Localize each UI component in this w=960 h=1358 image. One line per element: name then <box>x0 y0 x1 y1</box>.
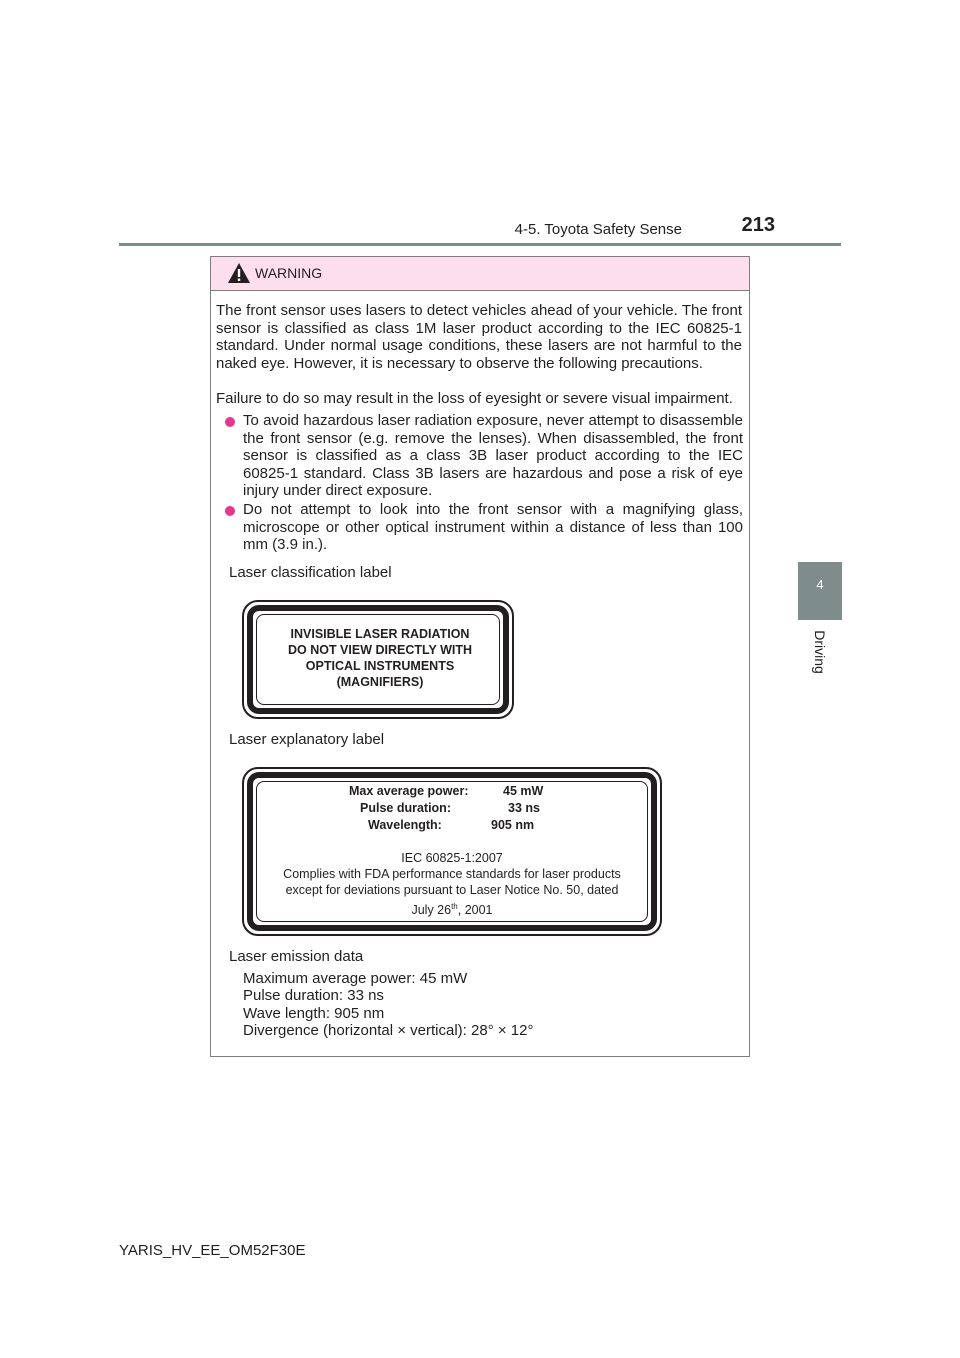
header-section-title: 4-5. Toyota Safety Sense <box>514 221 682 238</box>
label-date <box>256 898 648 919</box>
label-line: DO NOT VIEW DIRECTLY WITH <box>287 643 473 657</box>
warning-bullet-disassemble: To avoid hazardous laser radiation exposure, never attempt to disassemble the front sensor (e.g. remove the lenses). When disassembled, the front sensor is classified as a class 3B laser product according to the IEC 60825-1 standard. Class 3B lasers are hazardous and pose a risk of eye injury under direct exposure. <box>243 412 743 500</box>
emission-data-row: Maximum average power: 45 mW <box>243 970 468 987</box>
spec-name: Wavelength: <box>368 818 442 832</box>
bullet-marker <box>225 417 235 427</box>
label-compliance-line: Complies with FDA performance standards for laser products <box>283 867 621 881</box>
bullet-marker <box>225 506 235 516</box>
label-line: OPTICAL INSTRUMENTS <box>305 659 455 673</box>
warning-triangle-icon <box>227 262 251 284</box>
warning-bullet-optical-instrument: Do not attempt to look into the front sensor with a magnifying glass, microscope or other optical instrument within a distance of less than 100 mm (3.9 in.). <box>243 501 743 554</box>
emission-data-row: Wave length: 905 nm <box>243 1005 385 1022</box>
classification-label-caption: Laser classification label <box>229 564 392 581</box>
label-date-superscript: th <box>451 902 458 911</box>
label-line: (MAGNIFIERS) <box>336 675 424 689</box>
emission-data-row: Divergence (horizontal × vertical): 28° × 12° <box>243 1022 534 1039</box>
spec-value: 45 mW <box>503 784 544 798</box>
label-date-suffix: , 2001 <box>457 903 493 918</box>
label-standard: IEC 60825-1:2007 <box>401 851 503 865</box>
spec-name: Pulse duration: <box>360 801 451 815</box>
label-line: INVISIBLE LASER RADIATION <box>290 627 470 641</box>
chapter-tab-label: Driving <box>812 630 828 674</box>
page-number: 213 <box>741 214 775 236</box>
emission-data-caption: Laser emission data <box>229 948 364 965</box>
laser-classification-label-text <box>262 626 498 690</box>
spec-name: Max average power: <box>349 784 469 798</box>
header-divider <box>119 243 841 246</box>
warning-intro-consequence: Failure to do so may result in the loss of eyesight or severe visual impairment. <box>216 390 733 407</box>
label-compliance-line: except for deviations pursuant to Laser Notice No. 50, dated <box>285 883 619 897</box>
warning-title: WARNING <box>255 265 323 281</box>
label-date-prefix: July 26 <box>411 903 452 918</box>
spec-value: 33 ns <box>508 801 540 815</box>
document-code: YARIS_HV_EE_OM52F30E <box>119 1242 306 1259</box>
warning-intro-paragraph: The front sensor uses lasers to detect vehicles ahead of your vehicle. The front sensor is classified as class 1M laser product according to the IEC 60825-1 standard. Under normal usage conditions, these lasers are not harmful to the naked eye. However, it is necessary to observe the following precautions. <box>216 302 742 372</box>
spec-value: 905 nm <box>491 818 535 832</box>
explanatory-label-caption: Laser explanatory label <box>229 731 385 748</box>
warning-header <box>211 257 749 291</box>
emission-data-row: Pulse duration: 33 ns <box>243 987 384 1004</box>
chapter-tab-number: 4 <box>816 577 824 592</box>
